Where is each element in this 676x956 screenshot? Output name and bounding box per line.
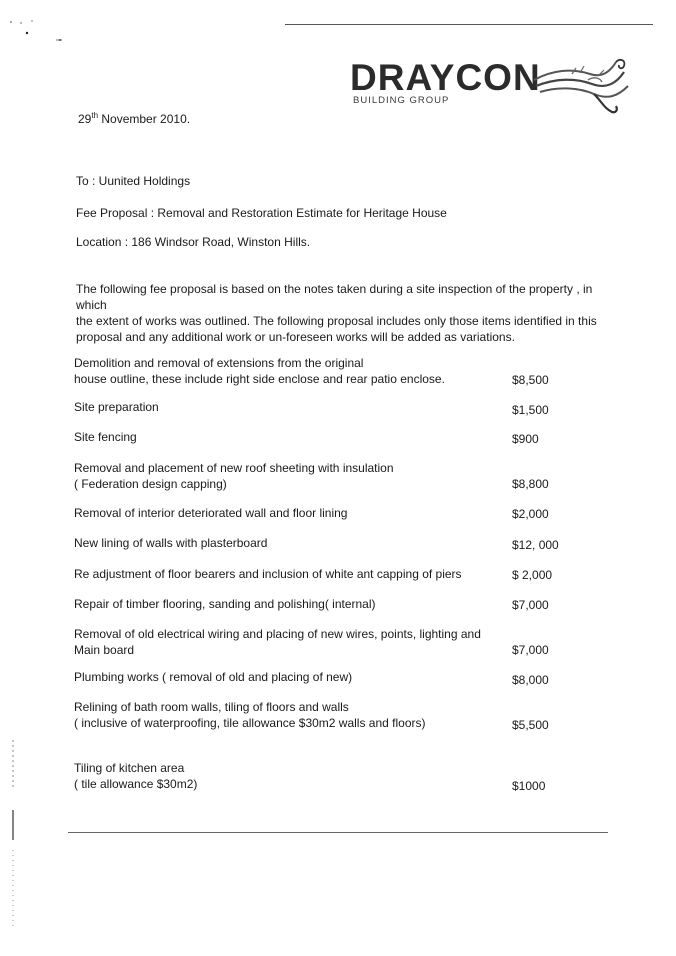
line-item-amount: $8,800 bbox=[512, 477, 549, 491]
line-item-description bbox=[74, 399, 504, 415]
line-item-amount: $1000 bbox=[512, 779, 546, 793]
description-line: Site fencing bbox=[74, 430, 137, 444]
line-item-description bbox=[74, 460, 504, 492]
line-item-description bbox=[74, 535, 504, 551]
description-line: Tiling of kitchen area bbox=[74, 761, 185, 775]
description-line: Site preparation bbox=[74, 400, 159, 414]
company-logo bbox=[350, 58, 635, 118]
intro-line: The following fee proposal is based on the notes taken during a site inspection of the property , in which bbox=[76, 282, 593, 312]
scan-specks bbox=[8, 18, 78, 48]
description-line: Removal of interior deteriorated wall and floor lining bbox=[74, 506, 348, 520]
intro-paragraph bbox=[76, 281, 601, 345]
description-line: Relining of bath room walls, tiling of floors and walls bbox=[74, 700, 349, 714]
fee-proposal-line: Fee Proposal : Removal and Restoration Estimate for Heritage House bbox=[76, 206, 447, 220]
line-item-description bbox=[74, 596, 504, 612]
header-rule bbox=[285, 24, 653, 25]
line-item-description bbox=[74, 760, 504, 792]
letter-date bbox=[78, 112, 190, 126]
line-item-description bbox=[74, 699, 504, 731]
location-line: Location : 186 Windsor Road, Winston Hills. bbox=[76, 235, 311, 249]
logo-subtitle: BUILDING GROUP bbox=[353, 95, 450, 106]
logo-wordmark: DRAYCON bbox=[350, 57, 541, 98]
intro-line: proposal and any additional work or un-foreseen works will be added as variations. bbox=[76, 330, 515, 344]
dragon-swirl-icon bbox=[532, 56, 632, 114]
recipient-line: To : Uunited Holdings bbox=[76, 174, 191, 188]
line-item-description bbox=[74, 429, 504, 445]
line-item-amount: $7,000 bbox=[512, 643, 549, 657]
line-item-amount: $5,500 bbox=[512, 718, 549, 732]
date-suffix: th bbox=[91, 111, 99, 120]
line-item-amount: $2,000 bbox=[512, 507, 549, 521]
description-line: Removal of old electrical wiring and placing of new wires, points, lighting and bbox=[74, 627, 481, 641]
line-item-description bbox=[74, 626, 514, 658]
description-line: Plumbing works ( removal of old and placing of new) bbox=[74, 670, 353, 684]
description-line: Main board bbox=[74, 643, 135, 657]
line-item-amount: $900 bbox=[512, 432, 539, 446]
description-line: ( inclusive of waterproofing, tile allowance $30m2 walls and floors) bbox=[74, 716, 426, 730]
line-item-amount: $7,000 bbox=[512, 598, 549, 612]
date-rest: November 2010. bbox=[98, 112, 191, 126]
intro-line: the extent of works was outlined. The following proposal includes only those items identified in this bbox=[76, 314, 597, 328]
line-item-description bbox=[74, 566, 504, 582]
line-item-amount: $ 2,000 bbox=[512, 568, 553, 582]
description-line: New lining of walls with plasterboard bbox=[74, 536, 268, 550]
line-item-amount: $12, 000 bbox=[512, 538, 559, 552]
description-line: Repair of timber flooring, sanding and polishing( internal) bbox=[74, 597, 376, 611]
scan-edge-marks bbox=[10, 740, 18, 930]
description-line: house outline, these include right side enclose and rear patio enclose. bbox=[74, 372, 445, 386]
line-item-description bbox=[74, 669, 504, 685]
footer-rule bbox=[68, 832, 608, 833]
line-item-amount: $1,500 bbox=[512, 403, 549, 417]
line-item-description bbox=[74, 505, 504, 521]
line-item-description bbox=[74, 355, 504, 387]
description-line: Removal and placement of new roof sheeting with insulation bbox=[74, 461, 394, 475]
line-item-amount: $8,000 bbox=[512, 673, 549, 687]
description-line: ( Federation design capping) bbox=[74, 477, 227, 491]
date-day: 29 bbox=[78, 112, 92, 126]
description-line: Demolition and removal of extensions from the original bbox=[74, 356, 364, 370]
description-line: Re adjustment of floor bearers and inclusion of white ant capping of piers bbox=[74, 567, 462, 581]
description-line: ( tile allowance $30m2) bbox=[74, 777, 198, 791]
line-item-amount: $8,500 bbox=[512, 373, 549, 387]
